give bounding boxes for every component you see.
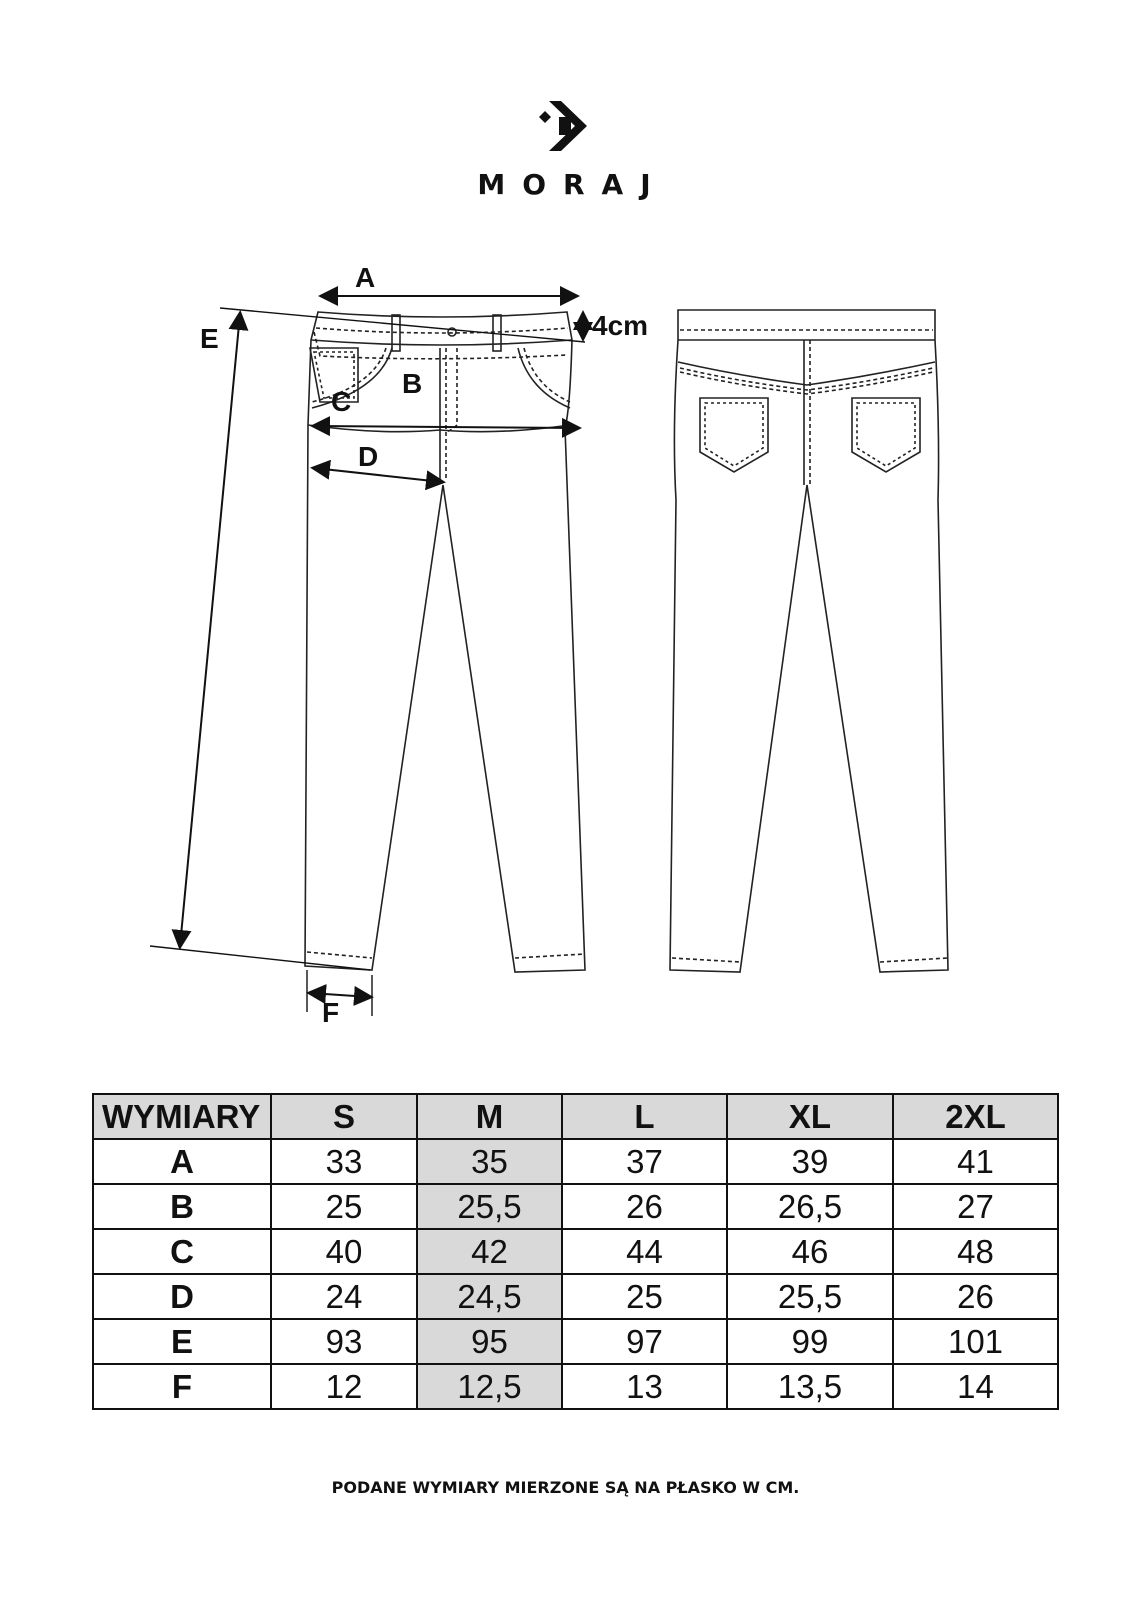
- label-c: C: [331, 386, 352, 417]
- row-label: D: [93, 1274, 271, 1319]
- header-cell: WYMIARY: [93, 1094, 271, 1139]
- table-row: [93, 1319, 1058, 1364]
- table-cell: 26: [562, 1184, 727, 1229]
- table-cell: 33: [271, 1139, 417, 1184]
- table-cell: 25: [562, 1274, 727, 1319]
- table-cell: 95: [417, 1319, 562, 1364]
- table-cell: 41: [893, 1139, 1058, 1184]
- table-cell: 26: [893, 1274, 1058, 1319]
- table-cell: 24: [271, 1274, 417, 1319]
- table-cell: 42: [417, 1229, 562, 1274]
- table-cell: 26,5: [727, 1184, 893, 1229]
- brand-logo-icon: [0, 95, 1131, 155]
- table-cell: 25: [271, 1184, 417, 1229]
- header-cell: L: [562, 1094, 727, 1139]
- table-cell: 93: [271, 1319, 417, 1364]
- table-cell: 12,5: [417, 1364, 562, 1409]
- table-cell: 25,5: [417, 1184, 562, 1229]
- table-cell: 48: [893, 1229, 1058, 1274]
- table-cell: 35: [417, 1139, 562, 1184]
- footnote: PODANE WYMIARY MIERZONE SĄ NA PŁASKO W CM.: [331, 1478, 800, 1497]
- table-cell: 24,5: [417, 1274, 562, 1319]
- table-row: [93, 1139, 1058, 1184]
- table-cell: 39: [727, 1139, 893, 1184]
- table-row: [93, 1184, 1058, 1229]
- table-cell: 101: [893, 1319, 1058, 1364]
- table-cell: 27: [893, 1184, 1058, 1229]
- table-cell: 13,5: [727, 1364, 893, 1409]
- table-row: [93, 1274, 1058, 1319]
- label-a: A: [355, 262, 376, 293]
- label-waistband: 4cm: [592, 310, 649, 341]
- label-f: F: [322, 997, 340, 1028]
- header-cell: XL: [727, 1094, 893, 1139]
- label-d: D: [358, 441, 379, 472]
- row-label: C: [93, 1229, 271, 1274]
- table-header-row: [93, 1094, 1058, 1139]
- table-row: [93, 1229, 1058, 1274]
- table-cell: 97: [562, 1319, 727, 1364]
- label-b: B: [402, 368, 423, 399]
- table-cell: 40: [271, 1229, 417, 1274]
- table-cell: 14: [893, 1364, 1058, 1409]
- size-table: [92, 1093, 1059, 1410]
- header-cell: 2XL: [893, 1094, 1058, 1139]
- table-cell: 46: [727, 1229, 893, 1274]
- table-cell: 12: [271, 1364, 417, 1409]
- row-label: B: [93, 1184, 271, 1229]
- header-cell: S: [271, 1094, 417, 1139]
- table-cell: 37: [562, 1139, 727, 1184]
- row-label: A: [93, 1139, 271, 1184]
- table-cell: 99: [727, 1319, 893, 1364]
- label-e: E: [200, 323, 219, 354]
- brand-name: MORAJ: [477, 168, 668, 201]
- row-label: F: [93, 1364, 271, 1409]
- table-row: [93, 1364, 1058, 1409]
- pants-diagram: [0, 230, 1131, 1030]
- header-cell: M: [417, 1094, 562, 1139]
- table-cell: 44: [562, 1229, 727, 1274]
- row-label: E: [93, 1319, 271, 1364]
- table-cell: 13: [562, 1364, 727, 1409]
- table-cell: 25,5: [727, 1274, 893, 1319]
